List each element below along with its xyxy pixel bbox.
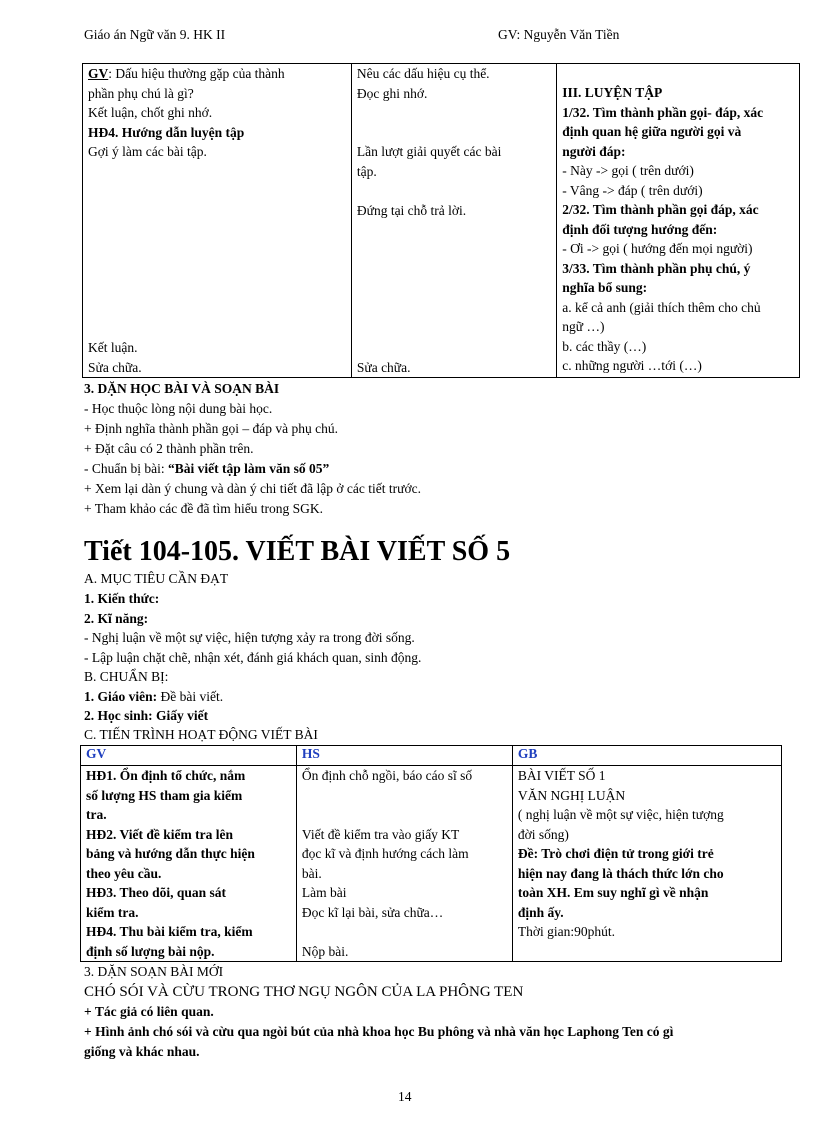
student-line: Lần lượt giải quyết các bài: [356, 144, 502, 159]
board-line: ( nghị luận về một sự việc, hiện tượng: [517, 807, 724, 822]
notes-line: định đối tượng hướng đến:: [562, 221, 718, 237]
activity-line: Viết đề kiểm tra vào giấy KT: [301, 826, 460, 842]
notes-line: 2/32. Tìm thành phần gọi đáp, xác: [562, 202, 759, 217]
subheading: 1. Kiến thức:: [84, 591, 160, 606]
teacher-column: [83, 64, 352, 378]
activity-line: kiểm tra.: [86, 904, 139, 920]
student-column: [351, 64, 556, 378]
section-heading: A. MỤC TIÊU CẦN ĐẠT: [84, 571, 229, 586]
student-line: Đứng tại chỗ trả lời.: [356, 202, 467, 218]
section-heading: B. CHUẨN BỊ:: [84, 669, 169, 684]
teacher-line: Sửa chữa.: [88, 359, 142, 375]
student-line: Sửa chữa.: [356, 359, 411, 375]
activity-line: số lượng HS tham gia kiểm: [86, 787, 243, 803]
notes-line: định quan hệ giữa người gọi và: [562, 124, 742, 139]
notes-line: người đáp:: [562, 143, 626, 159]
text-line: + Đặt câu có 2 thành phần trên.: [84, 441, 254, 456]
teacher-line: GV: Dấu hiệu thường gặp của thành: [88, 66, 285, 81]
board-line: định ấy.: [517, 904, 564, 920]
notes-line: c. những người …tới (…): [562, 358, 702, 373]
header-gb: GB: [512, 746, 781, 766]
activity-line: Nộp bài.: [301, 943, 349, 959]
notes-line: a. kể cả anh (giải thích thêm cho chủ: [562, 299, 761, 315]
section-heading: 3. DẶN HỌC BÀI VÀ SOẠN BÀI: [84, 381, 280, 396]
text-line: + Định nghĩa thành phần gọi – đáp và phụ chú.: [84, 421, 338, 436]
notes-line: - Này -> gọi ( trên dưới): [562, 163, 694, 178]
notes-line: 3/33. Tìm thành phần phụ chú, ý: [562, 260, 751, 276]
text-line: - Lập luận chặt chẽ, nhận xét, đánh giá khách quan, sinh động.: [84, 650, 422, 665]
board-line: toàn XH. Em suy nghĩ gì về nhận: [517, 885, 709, 900]
activity-line: bảng và hướng dẫn thực hiện: [86, 846, 255, 861]
subheading: CHÓ SÓI VÀ CỪU TRONG THƠ NGỤ NGÔN CỦA LA PHÔNG TEN: [84, 984, 524, 1000]
section-heading: 3. DẶN SOẠN BÀI MỚI: [84, 964, 224, 979]
board-line: BÀI VIẾT SỐ 1: [517, 768, 606, 783]
notes-line: - Ơi -> gọi ( hướng đến mọi người): [562, 241, 753, 256]
text-line: + Tác giả có liên quan.: [84, 1004, 214, 1019]
activity-line: [302, 805, 507, 825]
student-activities: [296, 766, 512, 962]
header-right: GV: Nguyễn Văn Tiền: [498, 27, 620, 42]
notes-line: ngữ …): [562, 319, 605, 334]
activity-line: HĐ1. Ổn định tổ chức, nắm: [86, 768, 246, 783]
activity-line: HĐ4. Thu bài kiểm tra, kiểm: [86, 924, 253, 939]
prep-line: - Chuẩn bị bài: “Bài viết tập làm văn số 05”: [84, 461, 330, 476]
lesson-title: Tiết 104-105. VIẾT BÀI VIẾT SỐ 5: [84, 536, 511, 567]
subheading: 2. Kĩ năng:: [84, 611, 149, 626]
student-line: Nêu các dấu hiệu cụ thể.: [356, 66, 490, 81]
board-line: Thời gian:90phút.: [517, 924, 615, 939]
teacher-line: Gợi ý làm các bài tập.: [88, 144, 207, 159]
student-line: Đọc ghi nhớ.: [356, 85, 428, 101]
activity-line: HĐ3. Theo dõi, quan sát: [86, 885, 227, 900]
board-line: VĂN NGHỊ LUẬN: [517, 787, 626, 803]
activity-line: [302, 786, 507, 806]
activity-line: theo yêu cầu.: [86, 865, 162, 881]
text-line: + Tham khảo các đề đã tìm hiểu trong SGK.: [84, 501, 324, 516]
activity-line: HĐ2. Viết đề kiểm tra lên: [86, 826, 233, 842]
section-heading: C. TIẾN TRÌNH HOẠT ĐỘNG VIẾT BÀI: [84, 727, 318, 742]
student-line: tập.: [356, 163, 377, 179]
text-line: giống và khác nhau.: [84, 1044, 200, 1059]
teacher-line: phần phụ chú là gì?: [88, 85, 194, 101]
activity-line: Làm bài: [301, 885, 347, 900]
activity-line: [302, 922, 507, 942]
text-line: + Xem lại dàn ý chung và dàn ý chi tiết đã lập ở các tiết trước.: [84, 481, 421, 496]
activity-line: tra.: [86, 807, 107, 822]
teacher-line: HĐ4. Hướng dẫn luyện tập: [88, 124, 245, 140]
board-line: hiện nay đang là thách thức lớn cho: [517, 865, 724, 881]
activity-line: Đọc kĩ lại bài, sửa chữa…: [301, 904, 444, 920]
teacher-prep: 1. Giáo viên: Đề bài viết.: [84, 689, 224, 704]
activity-line: định số lượng bài nộp.: [86, 943, 215, 959]
text-line: - Học thuộc lòng nội dung bài học.: [84, 401, 273, 416]
prep-title: “Bài viết tập làm văn số 05”: [168, 461, 330, 476]
gv-label: GV: [88, 66, 109, 81]
teacher-line: Kết luận.: [88, 340, 138, 355]
notes-line: nghĩa bổ sung:: [562, 280, 648, 295]
header-gv: GV: [81, 746, 297, 766]
text-line: + Hình ảnh chó sói và cừu qua ngòi bút của nhà khoa học Bu phông và nhà văn học Laphong Ten có gì: [84, 1024, 674, 1039]
notes-line: b. các thầy (…): [562, 338, 647, 354]
activity-line: Ổn định chỗ ngồi, báo cáo sĩ số: [301, 768, 473, 783]
notes-line: - Vâng -> đáp ( trên dưới): [562, 182, 703, 198]
board-line: Đề: Trò chơi điện tử trong giới trẻ: [517, 846, 714, 861]
de-label: Đề:: [517, 846, 539, 861]
activity-line: đọc kĩ và định hướng cách làm: [301, 846, 469, 861]
board-line: đời sống): [517, 826, 569, 842]
text-line: - Nghị luận về một sự việc, hiện tượng xảy ra trong đời sống.: [84, 630, 415, 645]
student-prep: 2. Học sinh: Giấy viết: [84, 708, 209, 723]
activity-table-1: [82, 63, 800, 378]
notes-column: [557, 64, 800, 378]
header-left: Giáo án Ngữ văn 9. HK II: [84, 27, 226, 42]
notes-line: III. LUYỆN TẬP: [562, 85, 663, 100]
teacher-line: Kết luận, chốt ghi nhớ.: [88, 105, 213, 120]
header-hs: HS: [296, 746, 512, 766]
page-number: 14: [398, 1089, 412, 1104]
notes-line: 1/32. Tìm thành phần gọi- đáp, xác: [562, 104, 764, 120]
activity-table-2: [80, 745, 782, 962]
activity-line: bài.: [301, 865, 322, 881]
teacher-activities: [81, 766, 297, 962]
board-notes: [512, 766, 781, 962]
